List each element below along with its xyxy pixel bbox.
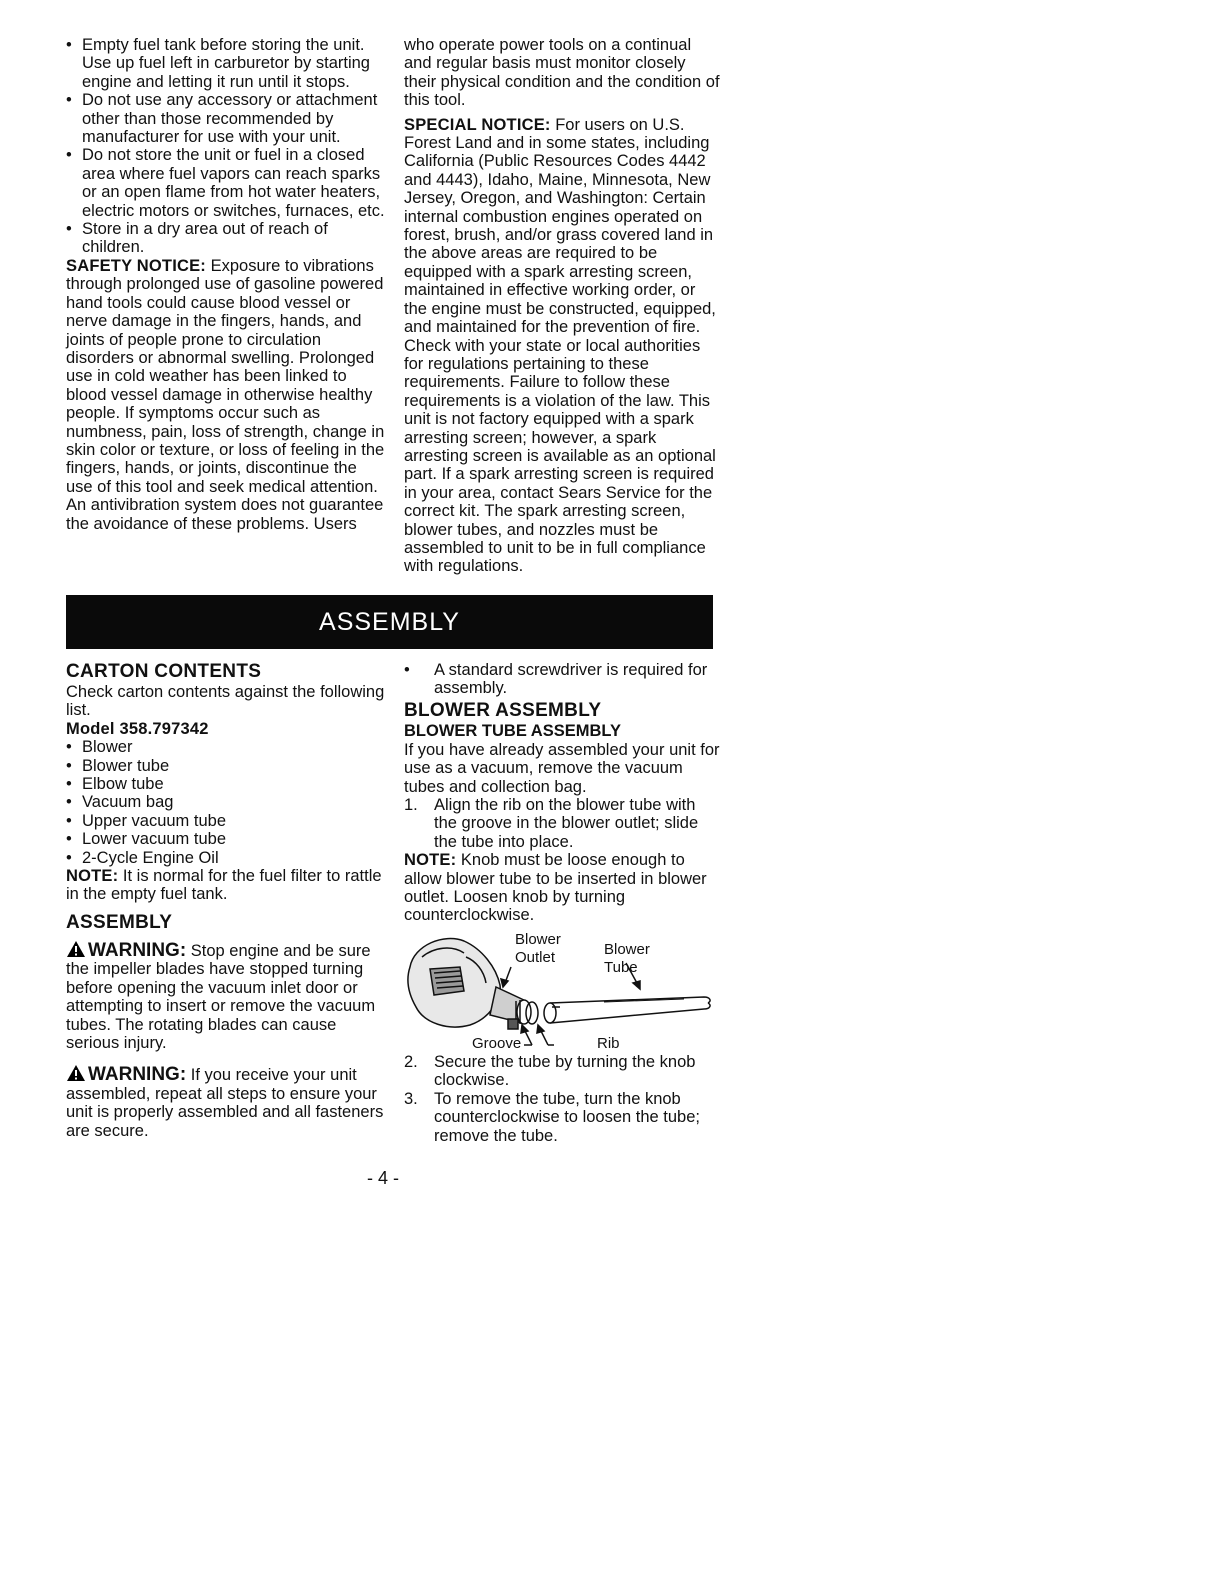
- note-text: It is normal for the fuel filter to rattle in the empty fuel tank.: [66, 867, 382, 904]
- list-item: • Do not store the unit or fuel in a closed area where fuel vapors can reach sparks or an open flame from hot water heaters, electric motors or switches, furnaces, etc.: [66, 146, 386, 220]
- carton-contents-heading: CARTON CONTENTS: [66, 661, 262, 682]
- list-item: • Blower tube: [66, 757, 386, 775]
- steps-list-b: [404, 1053, 722, 1145]
- blower-outlet-label-1: Blower: [515, 930, 561, 948]
- assembly-heading: ASSEMBLY: [66, 911, 173, 933]
- left-top-column: [66, 36, 386, 533]
- warning-impeller: [66, 940, 386, 1052]
- model-number: Model 358.797342: [66, 719, 209, 738]
- carton-intro: Check carton contents against the following list.: [66, 683, 385, 720]
- list-item: • Store in a dry area out of reach of children.: [66, 220, 386, 257]
- groove-label: Groove: [472, 1034, 522, 1052]
- step-text: Align the rib on the blower tube with the groove in the blower outlet; slide the tube into place.: [434, 796, 699, 851]
- step-number: 1.: [404, 796, 418, 815]
- note-label: NOTE:: [404, 851, 457, 870]
- list-item: • Empty fuel tank before storing the unit. Use up fuel left in carburetor by starting engine and letting it run until it stops.: [66, 36, 386, 91]
- page-number: - 4 -: [367, 1168, 400, 1188]
- blower-tube-label-1: Blower: [604, 940, 650, 958]
- blower-tube-assembly-heading: BLOWER TUBE ASSEMBLY: [404, 721, 621, 740]
- special-notice: [404, 116, 722, 576]
- warning-label: WARNING:: [88, 939, 187, 961]
- carton-note: [66, 867, 386, 904]
- list-item: • Elbow tube: [66, 775, 386, 793]
- special-notice-text: For users on U.S. Forest Land and in some states, including California (Public Resources Codes 4442 and 4443), Idaho, Maine, Minnesota, New Jersey, Oregon, and Washington: Certain internal combustion engines operated on forest, brush, and/or grass covered land in the above areas are required to be equipped with a spark arresting screen, maintained in effective working order, or the engine must be constructed, equipped, and maintained for the prevention of fire. Check with your state or local authorities for regulations pertaining to these requirements. Failure to follow these requirements is a violation of the law. This unit is not factory equipped with a spark arresting screen; however, a spark arresting screen is available as an optional part. If a spark arresting screen is required in your area, contact Sears Service for the correct kit. The spark arresting screen, blower tubes, and nozzles must be assembled to unit to be in full compliance with regulations.: [404, 115, 716, 576]
- step-number: 2.: [404, 1052, 418, 1071]
- warning-label: WARNING:: [88, 1064, 187, 1086]
- right-bottom-column: [404, 661, 722, 1145]
- step-1: [404, 796, 722, 851]
- blower-assembly-heading: BLOWER ASSEMBLY: [404, 699, 602, 721]
- step-2: [404, 1053, 722, 1090]
- blower-intro: If you have already assembled your unit for use as a vacuum, remove the vacuum tubes and collection bag.: [404, 740, 720, 796]
- list-item: • A standard screwdriver is required for assembly.: [404, 661, 722, 698]
- safety-notice: [66, 257, 386, 533]
- step-3: [404, 1090, 722, 1145]
- list-item: • 2-Cycle Engine Oil: [66, 849, 386, 867]
- blower-tube-figure: [404, 927, 722, 1051]
- list-item: • Upper vacuum tube: [66, 812, 386, 830]
- step-text: To remove the tube, turn the knob counterclockwise to loosen the tube; remove the tube.: [434, 1089, 700, 1145]
- blower-outlet-label-2: Outlet: [515, 948, 556, 966]
- screwdriver-note-list: [404, 661, 722, 698]
- note-label: NOTE:: [66, 867, 119, 886]
- storage-bullet-list: [66, 36, 386, 257]
- safety-notice-label: SAFETY NOTICE:: [66, 256, 207, 275]
- warning-assembled: [66, 1064, 386, 1140]
- steps-list-a: [404, 796, 722, 851]
- carton-items-list: [66, 738, 386, 867]
- list-item: • Vacuum bag: [66, 793, 386, 811]
- note-text: Knob must be loose enough to allow blower tube to be inserted in blower outlet. Loosen knob by turning counterclockwise.: [404, 851, 707, 925]
- warning-text: Stop engine and be sure the impeller blades have stopped turning before opening the vacuum inlet door or attempting to insert or remove the vacuum tubes. The rotating blades can cause serious injury.: [66, 941, 376, 1052]
- blower-note: [404, 851, 722, 925]
- blower-illustration: [404, 927, 722, 1051]
- list-item: • Blower: [66, 738, 386, 756]
- step-text: Secure the tube by turning the knob clockwise.: [434, 1052, 696, 1090]
- special-notice-label: SPECIAL NOTICE:: [404, 115, 551, 134]
- assembly-banner: ASSEMBLY: [66, 595, 713, 649]
- blower-tube-label-2: Tube: [604, 958, 638, 976]
- warning-triangle-icon: [66, 940, 86, 958]
- warning-text: If you receive your unit assembled, repeat all steps to ensure your unit is properly assembled and all fasteners are secure.: [66, 1066, 384, 1140]
- list-item: • Do not use any accessory or attachment other than those recommended by manufacturer for use with your unit.: [66, 91, 386, 146]
- safety-notice-text: Exposure to vibrations through prolonged use of gasoline powered hand tools could cause blood vessel or nerve damage in the fingers, hands, and joints of people prone to circulation disorders or abnormal swelling. Prolonged use in cold weather has been linked to blood vessel damage in otherwise healthy people. If symptoms occur such as numbness, pain, loss of strength, change in skin color or texture, or loss of feeling in the fingers, hands, or joints, discontinue the use of this tool and seek medical attention. An antivibration system does not guarantee the avoidance of these problems. Users: [66, 256, 385, 533]
- warning-triangle-icon: [66, 1064, 86, 1082]
- right-top-column: [404, 36, 722, 576]
- step-number: 3.: [404, 1089, 418, 1108]
- continued-paragraph: who operate power tools on a continual and regular basis must monitor closely their physical condition and the condition of this tool.: [404, 36, 720, 110]
- list-item: • Lower vacuum tube: [66, 830, 386, 848]
- left-bottom-column: [66, 661, 386, 1140]
- rib-label: Rib: [597, 1034, 620, 1052]
